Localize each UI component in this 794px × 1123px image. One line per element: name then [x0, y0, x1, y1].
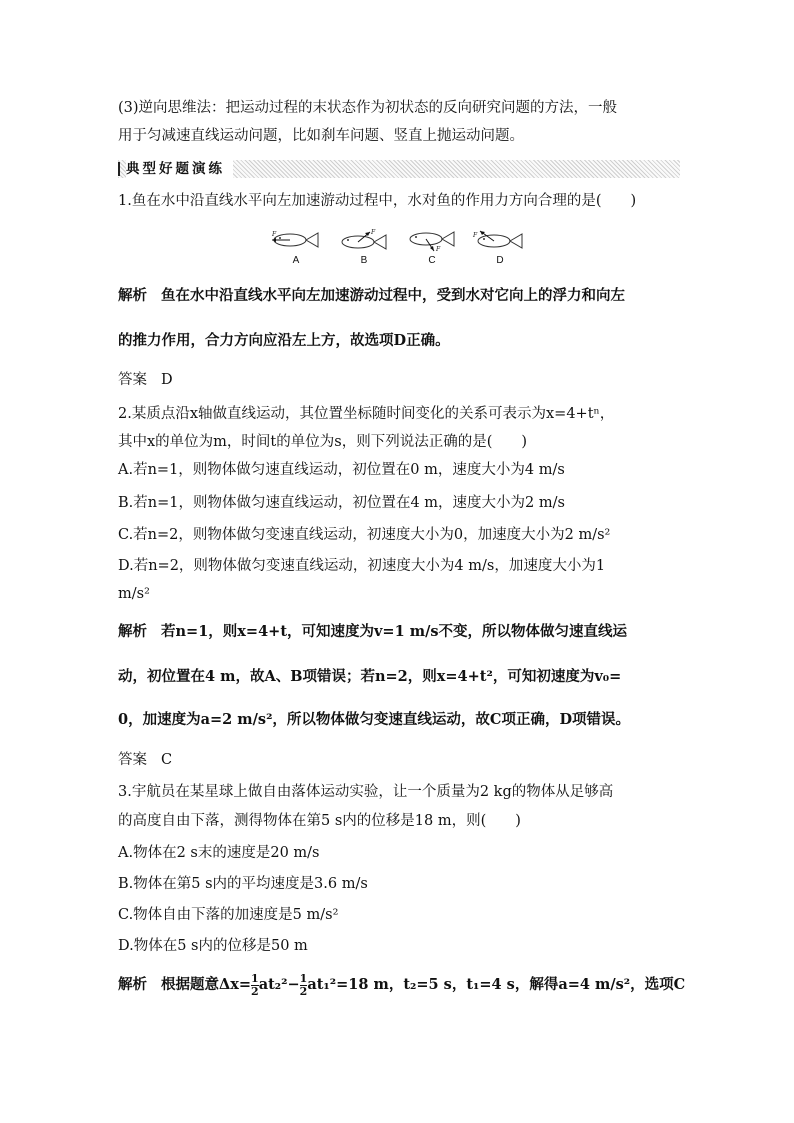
q3-analysis [118, 972, 685, 998]
figure-label: D [496, 255, 504, 266]
figure-label: B [360, 255, 368, 266]
fish-figure-a [266, 225, 326, 267]
fish-b-icon [334, 225, 394, 255]
fish-a-icon [266, 225, 326, 255]
q1-analysis-text-1: 鱼在水中沿直线水平向左加速游动过程中，受到水对它向上的浮力和向左 [161, 287, 625, 304]
fraction-one-half [251, 973, 259, 998]
method-line-2: 用于匀减速直线运动问题，比如刹车问题、竖直上抛运动问题。 [118, 128, 524, 144]
fish-figure-d [470, 225, 530, 267]
analysis-label: 解析 [118, 976, 147, 993]
q2-stem-line-2: 其中x的单位为m，时间t的单位为s，则下列说法正确的是( ) [118, 434, 528, 450]
force-label: F [436, 246, 441, 253]
section-bar [118, 162, 120, 176]
q3-option-d: D.物体在5 s内的位移是50 m [118, 938, 308, 954]
section-header [118, 160, 680, 178]
fraction-denominator: 2 [251, 984, 259, 998]
q1-analysis-line-1 [118, 286, 625, 306]
q2-answer [118, 750, 172, 770]
figure-label: A [292, 255, 300, 266]
q3-analysis-post: at₁²=18 m，t₂=5 s，t₁=4 s，解得a=4 m/s²，选项C [307, 976, 686, 993]
fish-figure-b [334, 225, 394, 267]
q3-stem-line-2: 的高度自由下落，测得物体在第5 s内的位移是18 m，则( ) [118, 813, 521, 829]
q2-option-b: B.若n=1，则物体做匀速直线运动，初位置在4 m，速度大小为2 m/s [118, 495, 565, 511]
q1-answer-value: D [161, 372, 173, 388]
fraction-numerator: 1 [251, 971, 259, 985]
answer-label: 答案 [118, 372, 147, 388]
q3-option-c: C.物体自由下落的加速度是5 m/s² [118, 907, 339, 923]
force-label: F [371, 229, 376, 236]
q1-answer [118, 370, 173, 390]
q2-analysis-line-2: 动，初位置在4 m，故A、B项错误；若n=2，则x=4+t²，可知初速度为v₀= [118, 668, 622, 685]
fish-c-icon [402, 225, 462, 255]
q3-analysis-mid: at₂²− [258, 976, 300, 993]
q2-option-d-line-1: D.若n=2，则物体做匀变速直线运动，初速度大小为4 m/s，加速度大小为1 [118, 558, 606, 574]
analysis-label: 解析 [118, 287, 147, 304]
q2-analysis-line-1 [118, 622, 627, 642]
q1-analysis-line-2: 的推力作用，合力方向应沿左上方，故选项D正确。 [118, 332, 450, 349]
fish-d-icon [470, 225, 530, 255]
q3-analysis-pre: 根据题意Δx= [161, 976, 252, 993]
force-label: F [473, 232, 478, 239]
q1-stem: 1.鱼在水中沿直线水平向左加速游动过程中，水对鱼的作用力方向合理的是( ) [118, 193, 637, 209]
q3-option-a: A.物体在2 s末的速度是20 m/s [118, 845, 320, 861]
figure-label: C [428, 255, 436, 266]
analysis-label: 解析 [118, 623, 147, 640]
q3-stem-line-1: 3.宇航员在某星球上做自由落体运动实验，让一个质量为2 kg的物体从足够高 [118, 784, 614, 800]
q2-option-c: C.若n=2，则物体做匀变速直线运动，初速度大小为0，加速度大小为2 m/s² [118, 527, 611, 543]
q3-option-b: B.物体在第5 s内的平均速度是3.6 m/s [118, 876, 368, 892]
q2-stem-line-1: 2.某质点沿x轴做直线运动，其位置坐标随时间变化的关系可表示为x=4+tⁿ， [118, 406, 615, 422]
fraction-denominator: 2 [299, 984, 308, 998]
section-title: 典型好题演练 [126, 160, 233, 178]
q2-analysis-line-3: 0，加速度为a=2 m/s²，所以物体做匀变速直线运动，故C项正确，D项错误。 [118, 711, 631, 728]
force-label: F [272, 231, 277, 238]
answer-label: 答案 [118, 752, 147, 768]
method-line-1: (3)逆向思维法：把运动过程的末状态作为初状态的反向研究问题的方法，一般 [118, 100, 618, 116]
q2-option-a: A.若n=1，则物体做匀速直线运动，初位置在0 m，速度大小为4 m/s [118, 462, 565, 478]
fraction-numerator: 1 [299, 971, 308, 985]
q2-analysis-text-1: 若n=1，则x=4+t，可知速度为v=1 m/s不变，所以物体做匀速直线运 [161, 623, 628, 640]
fish-figure-c [402, 225, 462, 267]
q2-answer-value: C [161, 752, 173, 768]
q2-option-d-line-2: m/s² [118, 586, 150, 602]
